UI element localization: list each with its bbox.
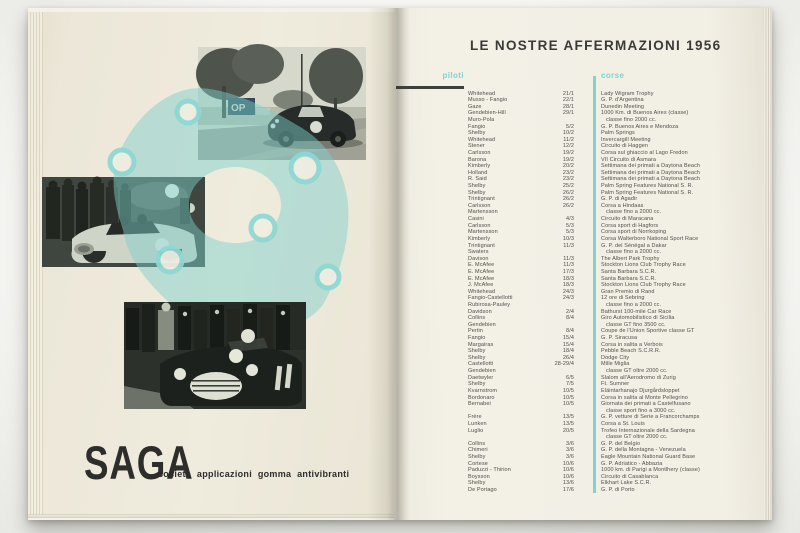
pilot-name: E. McAfee	[468, 275, 495, 282]
race-name: Stockton Lions Club Trophy Race	[601, 282, 686, 289]
race-name: G. P. Adriatico - Abbazia	[601, 460, 663, 467]
race-name: Giro Automobilistico di Sicilia	[601, 315, 675, 322]
race-name: Eläintarhanajo Djurgårdsloppet	[601, 387, 680, 394]
pilot-name: Kvarnstrom	[468, 387, 498, 394]
pilot-name: Whitehead	[468, 136, 496, 143]
pilot-name: Gendebien-Hill	[468, 110, 506, 117]
table-row	[468, 196, 768, 203]
date-value: 10/2	[562, 130, 574, 137]
date-value: 13/6	[562, 480, 574, 487]
race-name: classe GT oltre 2000 cc.	[606, 434, 668, 441]
date-value: 29/1	[562, 110, 574, 117]
pilot-name: Stener	[468, 143, 485, 150]
race-name: Settimana dei primati a Daytona Beach	[601, 169, 701, 176]
photo-night-racecar	[124, 302, 306, 409]
date-value: 10/5	[562, 387, 574, 394]
date-value: 3/6	[566, 454, 574, 461]
table-row	[468, 322, 768, 329]
table-row	[468, 368, 768, 375]
race-name: Gran Premio di Rand	[601, 288, 655, 295]
table-row	[468, 249, 768, 256]
table-row	[468, 183, 768, 190]
date-value: 26/2	[562, 202, 574, 209]
table-row	[468, 203, 768, 210]
left-page	[28, 12, 394, 518]
pilot-name: Shelby	[468, 348, 486, 355]
table-row	[468, 467, 768, 474]
pilot-name: Chimeri	[468, 447, 488, 454]
race-name: Pebble Beach S.C.R.R.	[601, 348, 661, 355]
pilot-name: Muro-Pola	[468, 116, 495, 123]
pilot-name: Paduzzi - Thirion	[468, 467, 511, 474]
table-row	[468, 216, 768, 223]
piloti-header-rule	[396, 86, 464, 90]
pilot-name: Swaters	[468, 249, 489, 256]
date-value: 5/2	[566, 123, 574, 130]
race-name: Giornata dei primati a Castelfusano	[601, 401, 691, 408]
date-value: 19/2	[562, 156, 574, 163]
date-value: 17/6	[562, 487, 574, 494]
date-value: 18/3	[562, 275, 574, 282]
race-name: classe fino 2000 cc.	[606, 116, 657, 123]
date-value: 7/5	[566, 381, 574, 388]
table-row	[468, 176, 768, 183]
pilot-name: Fangio-Castellotti	[468, 295, 513, 302]
date-value: 17/3	[562, 268, 574, 275]
table-row	[468, 190, 768, 197]
pilot-name: De Portago	[468, 487, 497, 494]
pilot-name: Shelby	[468, 183, 486, 190]
race-name: Circuito di Haggen	[601, 143, 649, 150]
right-page	[394, 8, 772, 520]
pilot-name: J. McAfee	[468, 282, 494, 289]
date-value: 5/3	[566, 229, 574, 236]
race-name: G. P. Buenos Aires e Mendoza	[601, 123, 679, 130]
date-value: 18/3	[562, 282, 574, 289]
date-value: 22/1	[562, 97, 574, 104]
table-row	[468, 381, 768, 388]
table-row	[468, 401, 768, 408]
table-row	[468, 91, 768, 98]
race-name: Corsa a St. Louis	[601, 420, 645, 427]
date-value: 10/5	[562, 394, 574, 401]
race-name: classe fino a 2000 cc.	[606, 209, 662, 216]
table-row	[468, 130, 768, 137]
pilot-name: Casini	[468, 216, 484, 223]
date-value: 20/5	[562, 427, 574, 434]
table-row	[468, 375, 768, 382]
pilot-name: Frère	[468, 414, 482, 421]
race-name: Elkhart Lake S.C.R.	[601, 480, 652, 487]
table-row	[468, 124, 768, 131]
race-name: Dunedin Meeting	[601, 103, 645, 110]
pilot-name: Martensson	[468, 209, 498, 216]
date-value: 28-29/4	[554, 361, 574, 368]
date-value: 21/1	[562, 90, 574, 97]
date-value: 26/4	[562, 354, 574, 361]
race-name: G. P. di Agadir	[601, 196, 638, 203]
race-name: Corsa a Hindaas	[601, 202, 644, 209]
table-row	[468, 408, 768, 415]
pilot-name: Shelby	[468, 354, 486, 361]
table-row	[468, 342, 768, 349]
results-list	[468, 91, 768, 494]
race-name: Mille Miglia	[601, 361, 630, 368]
date-value: 12/2	[562, 143, 574, 150]
race-name: VII Circuito di Asmara	[601, 156, 657, 163]
page-stack-edge-bottom	[28, 514, 394, 518]
table-row	[468, 302, 768, 309]
date-value: 3/6	[566, 447, 574, 454]
race-name: Corsa sport di Hagfors	[601, 222, 659, 229]
race-name: Corsa sul ghiaccio al Lago Fredon	[601, 149, 688, 156]
race-name: The Albert Park Trophy	[601, 255, 660, 262]
pilot-name: Holland	[468, 169, 488, 176]
race-name: 12 ore di Sebring	[601, 295, 645, 302]
date-value: 10/6	[562, 473, 574, 480]
table-row	[468, 117, 768, 124]
pilot-name: Kimberly	[468, 163, 491, 170]
date-value: 15/4	[562, 335, 574, 342]
race-name: Stockton Lions Club Trophy Race	[601, 262, 686, 269]
pilot-name: Bordonaro	[468, 394, 495, 401]
page-title: LE NOSTRE AFFERMAZIONI 1956	[470, 38, 722, 53]
table-row	[468, 276, 768, 283]
date-value: 6/5	[566, 374, 574, 381]
table-row	[468, 209, 768, 216]
pilot-name: Lunken	[468, 420, 487, 427]
pilot-name: Daetwyler	[468, 374, 494, 381]
pilot-name: Trintignant	[468, 196, 495, 203]
saga-tagline: società applicazioni gomma antivibranti	[158, 469, 350, 479]
table-row	[468, 97, 768, 104]
table-row	[468, 256, 768, 263]
race-name: Invercargill Meeting	[601, 136, 651, 143]
open-book	[28, 8, 772, 520]
pilot-name: Margairas	[468, 341, 494, 348]
race-name: G. P. vetture di Serie a Francorchamps	[601, 414, 700, 421]
race-name: Palm Spring Features National S. R.	[601, 189, 694, 196]
race-name: Bathurst 100-mile Car Race	[601, 308, 672, 315]
race-name: Circuito di Casablanca	[601, 473, 659, 480]
race-name: G. P. del Belgio	[601, 440, 641, 447]
table-row	[468, 229, 768, 236]
race-name: classe fino a 2000 cc.	[606, 249, 662, 256]
date-value: 26/2	[562, 189, 574, 196]
date-value: 24/3	[562, 295, 574, 302]
date-value: 10/3	[562, 235, 574, 242]
race-name: Coupe de l'Union Sportive classe GT	[601, 328, 695, 335]
date-value: 28/1	[562, 103, 574, 110]
race-name: classe fino a 2000 cc.	[606, 302, 662, 308]
race-name: G. P. d'Argentina	[601, 97, 644, 104]
table-row	[468, 262, 768, 269]
pilot-name: Shelby	[468, 130, 486, 137]
pilot-name: Whitehead	[468, 288, 496, 295]
table-row	[468, 474, 768, 481]
pilot-name: Pertin	[468, 328, 483, 335]
table-row	[468, 150, 768, 157]
race-name: Lady Wigram Trophy	[601, 90, 654, 97]
pilot-name: Davidson	[468, 308, 492, 315]
date-value: 19/2	[562, 149, 574, 156]
pilot-name: Collins	[468, 440, 486, 447]
table-row	[468, 163, 768, 170]
table-row	[468, 269, 768, 276]
table-row	[468, 434, 768, 441]
race-name: Trofeo Internazionale della Sardegna	[601, 427, 695, 434]
table-row	[468, 348, 768, 355]
race-name: Corsa Walterboro National Sport Race	[601, 235, 699, 242]
race-name: G. P. Siracusa	[601, 335, 638, 342]
date-value: 25/2	[562, 183, 574, 190]
table-row	[468, 480, 768, 487]
pilot-name: Musso - Fangio	[468, 97, 508, 104]
pilot-name: Fangio	[468, 123, 486, 130]
column-header-corse: corse	[601, 71, 625, 80]
race-name: Slalom all'Aerodromo di Zurig	[601, 374, 676, 381]
race-name: Circuito di Maracana	[601, 216, 654, 223]
pilot-name: Carlsson	[468, 202, 491, 209]
table-row	[468, 421, 768, 428]
table-row	[468, 335, 768, 342]
date-value: 2/4	[566, 308, 574, 315]
pilot-name: Gendebien	[468, 368, 496, 375]
race-name: Santa Barbara S.C.R.	[601, 275, 657, 282]
column-header-piloti: piloti	[442, 71, 464, 80]
pilot-name: Kimberly	[468, 235, 491, 242]
pilot-name: Carlsson	[468, 222, 491, 229]
pilot-name: Gendebien	[468, 321, 496, 328]
pilot-name: R. Said	[468, 176, 487, 183]
date-value: 20/2	[562, 163, 574, 170]
pilot-name: E. McAfee	[468, 262, 495, 269]
table-row	[468, 309, 768, 316]
date-value: 13/5	[562, 414, 574, 421]
pilot-name: Barona	[468, 156, 487, 163]
race-name: Settimana dei primati a Daytona Beach	[601, 163, 701, 170]
date-value: 10/5	[562, 401, 574, 408]
table-row	[468, 282, 768, 289]
table-row	[468, 315, 768, 322]
date-value: 4/3	[566, 216, 574, 223]
pilot-name: Castellotti	[468, 361, 494, 368]
pilot-name: Luglio	[468, 427, 484, 434]
race-name: classe GT oltre 2000 cc.	[606, 368, 668, 375]
pilot-name: Boysson	[468, 473, 490, 480]
table-row	[468, 428, 768, 435]
date-value: 11/2	[563, 136, 574, 143]
pilot-name: Davison	[468, 255, 489, 262]
pilot-name: Whitehead	[468, 90, 496, 97]
race-name: Santa Barbara S.C.R.	[601, 268, 657, 275]
pilot-name: Carlsson	[468, 149, 491, 156]
table-row	[468, 104, 768, 111]
race-name: Corsa in salita al Monte Pellegrino	[601, 394, 688, 401]
pilot-name: Bernabei	[468, 401, 491, 408]
pilot-name: Martensson	[468, 229, 498, 236]
date-value: 8/4	[566, 328, 574, 335]
date-value: 10/6	[562, 460, 574, 467]
race-name: classe GT fino 3500 cc.	[606, 321, 666, 328]
race-name: G. P. del Sénégal a Dakar	[601, 242, 667, 249]
pilot-name: Trintignant	[468, 242, 495, 249]
date-value: 23/2	[562, 176, 574, 183]
race-name: G. P. della Montagna - Venezuela	[601, 447, 686, 454]
race-name: 1000 km. di Parigi a Montlhery (classe)	[601, 467, 700, 474]
saga-logo: SAGA	[84, 435, 194, 489]
table-row	[468, 355, 768, 362]
race-name: Eagle Mountain National Guard Base	[601, 454, 696, 461]
table-row	[468, 447, 768, 454]
table-row	[468, 236, 768, 243]
table-row	[468, 143, 768, 150]
pilot-name: Gaze	[468, 103, 482, 110]
table-row	[468, 110, 768, 117]
date-value: 11/3	[563, 262, 574, 269]
table-row	[468, 441, 768, 448]
date-value: 11/3	[563, 255, 574, 262]
table-row	[468, 223, 768, 230]
table-row	[468, 157, 768, 164]
date-value: 3/6	[566, 440, 574, 447]
table-row	[468, 414, 768, 421]
table-row	[468, 487, 768, 494]
race-name: Dodge City	[601, 354, 630, 361]
table-row	[468, 328, 768, 335]
table-row	[468, 395, 768, 402]
pilot-name: E. McAfee	[468, 268, 495, 275]
race-name: Corsa in salita a Verbois	[601, 341, 663, 348]
date-value: 11/3	[563, 242, 574, 249]
table-row	[468, 361, 768, 368]
race-name: Palm Spring Features National S. R.	[601, 183, 694, 190]
date-value: 8/4	[566, 315, 574, 322]
pilot-name: Rubirosa-Pauley	[468, 302, 511, 308]
pilot-name: Collins	[468, 315, 486, 322]
table-row	[468, 461, 768, 468]
date-value: 18/4	[562, 348, 574, 355]
date-value: 24/3	[562, 288, 574, 295]
race-name: Corsa sport di Norrkoping	[601, 229, 667, 236]
race-name: 1000 Km. di Buenos Aires (classe)	[601, 110, 689, 117]
pilot-name: Fangio	[468, 335, 486, 342]
pilot-name: Shelby	[468, 454, 486, 461]
date-value: 15/4	[562, 341, 574, 348]
date-value: 26/2	[562, 196, 574, 203]
table-row	[468, 243, 768, 250]
table-row	[468, 170, 768, 177]
race-name: classe sport fino a 3000 cc.	[606, 407, 676, 414]
date-value: 13/5	[562, 420, 574, 427]
date-value: 5/3	[566, 222, 574, 229]
race-name: Palm Springs	[601, 130, 635, 137]
date-value: 10/6	[562, 467, 574, 474]
pilot-name: Shelby	[468, 480, 486, 487]
pilot-name: Shelby	[468, 189, 486, 196]
table-row	[468, 137, 768, 144]
pilot-name: Shelby	[468, 381, 486, 388]
table-row	[468, 295, 768, 302]
table-row	[468, 289, 768, 296]
race-name: G. P. di Porto	[601, 487, 635, 494]
race-name: Settimana dei primati a Daytona Beach	[601, 176, 701, 183]
table-row	[468, 388, 768, 395]
table-row	[468, 454, 768, 461]
race-name: Ft. Sumner	[601, 381, 630, 388]
pilot-name: Cortese	[468, 460, 488, 467]
date-value: 23/2	[562, 169, 574, 176]
